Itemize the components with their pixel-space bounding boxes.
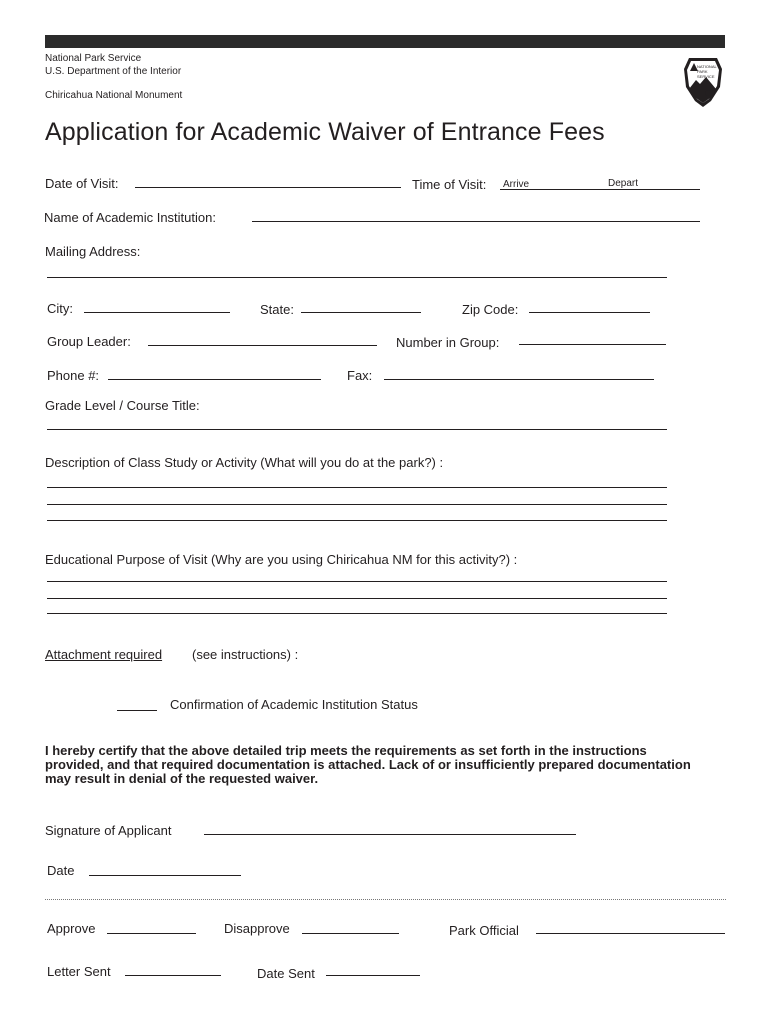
department-name: U.S. Department of the Interior bbox=[45, 66, 182, 77]
number-in-group-field[interactable] bbox=[519, 344, 666, 345]
purpose-label: Educational Purpose of Visit (Why are you using Chiricahua NM for this activity?) : bbox=[45, 552, 518, 567]
page-title: Application for Academic Waiver of Entrance Fees bbox=[45, 118, 605, 146]
state-field[interactable] bbox=[301, 312, 421, 313]
nps-arrowhead-icon bbox=[680, 53, 726, 109]
purpose-line-1[interactable] bbox=[47, 581, 667, 582]
group-leader-field[interactable] bbox=[148, 345, 377, 346]
mailing-address-label: Mailing Address: bbox=[45, 244, 141, 259]
description-line-1[interactable] bbox=[47, 487, 667, 488]
state-label: State: bbox=[260, 302, 294, 317]
date-of-visit-field[interactable] bbox=[135, 187, 401, 188]
agency-name: National Park Service bbox=[45, 53, 142, 64]
zip-code-field[interactable] bbox=[529, 312, 650, 313]
confirmation-checkline[interactable] bbox=[117, 710, 157, 711]
depart-label: Depart bbox=[608, 178, 639, 189]
fax-label: Fax: bbox=[347, 368, 373, 383]
description-label: Description of Class Study or Activity (What will you do at the park?) : bbox=[45, 455, 444, 470]
time-of-visit-field[interactable] bbox=[500, 189, 700, 190]
signature-field[interactable] bbox=[204, 834, 576, 835]
date-label: Date bbox=[47, 863, 75, 878]
header-bar bbox=[45, 35, 725, 48]
description-line-2[interactable] bbox=[47, 504, 667, 505]
fax-field[interactable] bbox=[384, 379, 654, 380]
disapprove-field[interactable] bbox=[302, 933, 399, 934]
city-label: City: bbox=[47, 301, 73, 316]
date-of-visit-label: Date of Visit: bbox=[45, 176, 119, 191]
office-use-divider bbox=[45, 899, 726, 900]
nps-logo-text: NATIONAL PARK SERVICE bbox=[697, 64, 717, 79]
park-official-field[interactable] bbox=[536, 933, 725, 934]
institution-field[interactable] bbox=[252, 221, 700, 222]
number-in-group-label: Number in Group: bbox=[396, 335, 500, 350]
unit-name: Chiricahua National Monument bbox=[45, 90, 183, 101]
disapprove-label: Disapprove bbox=[224, 921, 290, 936]
confirmation-label: Confirmation of Academic Institution Status bbox=[170, 697, 418, 712]
signature-label: Signature of Applicant bbox=[45, 823, 172, 838]
letter-sent-field[interactable] bbox=[125, 975, 221, 976]
city-field[interactable] bbox=[84, 312, 230, 313]
grade-level-field[interactable] bbox=[47, 429, 667, 430]
mailing-address-field[interactable] bbox=[47, 277, 667, 278]
description-line-3[interactable] bbox=[47, 520, 667, 521]
date-sent-field[interactable] bbox=[326, 975, 420, 976]
group-leader-label: Group Leader: bbox=[47, 334, 131, 349]
park-official-label: Park Official bbox=[449, 923, 519, 938]
zip-code-label: Zip Code: bbox=[462, 302, 519, 317]
grade-level-label: Grade Level / Course Title: bbox=[45, 398, 200, 413]
see-instructions-label: (see instructions) : bbox=[192, 647, 299, 662]
time-of-visit-label: Time of Visit: bbox=[412, 177, 487, 192]
purpose-line-3[interactable] bbox=[47, 613, 667, 614]
approve-field[interactable] bbox=[107, 933, 196, 934]
letter-sent-label: Letter Sent bbox=[47, 964, 111, 979]
date-sent-label: Date Sent bbox=[257, 966, 315, 981]
institution-label: Name of Academic Institution: bbox=[44, 210, 216, 225]
approve-label: Approve bbox=[47, 921, 96, 936]
phone-label: Phone #: bbox=[47, 368, 100, 383]
phone-field[interactable] bbox=[108, 379, 321, 380]
date-field[interactable] bbox=[89, 875, 241, 876]
arrive-label: Arrive bbox=[503, 179, 530, 190]
attachment-required-label: Attachment required bbox=[45, 647, 163, 662]
purpose-line-2[interactable] bbox=[47, 598, 667, 599]
certification-text: I hereby certify that the above detailed trip meets the requirements as set forth in the instructions provided, and that required documentation is attached. Lack of or insufficiently prepared documentation may result in denial of the requested waiver. bbox=[45, 743, 691, 786]
